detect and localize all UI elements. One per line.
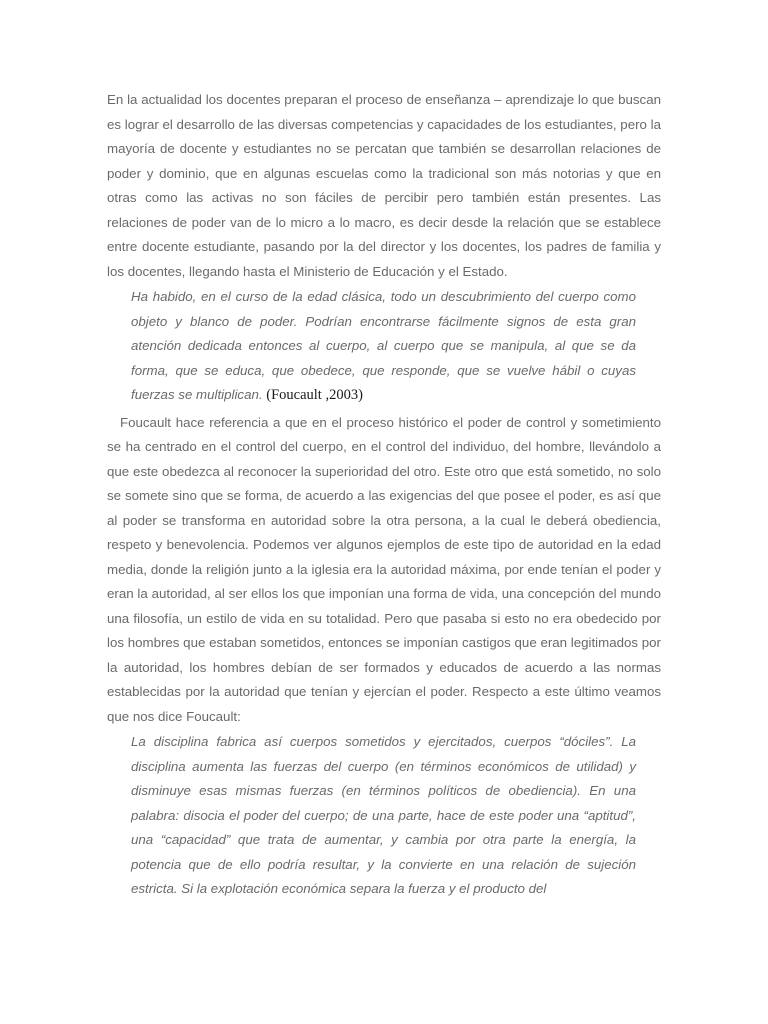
block-quote-2: La disciplina fabrica así cuerpos sometidos y ejercitados, cuerpos “dóciles”. La disciplina aumenta las fuerzas del cuerpo (en términos económicos de utilidad) y disminuye esas mismas fuerzas (en términos políticos de obediencia). En una palabra: disocia el poder del cuerpo; de una parte, hace de este poder una “aptitud”, una “capacidad” que trata de aumentar, y cambia por otra parte la energía, la potencia que de ello podría resultar, y la convierte en una relación de sujeción estricta. Si la explotación económica separa la fuerza y el producto del: [131, 734, 636, 896]
quote-1-text: Ha habido, en el curso de la edad clásica, todo un descubrimiento del cuerpo como objeto y blanco de poder. Podrían encontrarse fácilmente signos de esta gran atención dedicada entonces al cuerpo, al cuerpo que se manipula, al que se da forma, que se educa, que obedece, que responde, que se vuelve hábil o cuyas fuerzas se multiplican.: [131, 289, 636, 402]
document-page: [107, 88, 661, 902]
quote-1-citation: (Foucault ,2003): [266, 387, 363, 403]
body-paragraph-1: En la actualidad los docentes preparan el proceso de enseñanza – aprendizaje lo que buscan es lograr el desarrollo de las diversas competencias y capacidades de los estudiantes, pero la mayoría de docente y estudiantes no se percatan que también se desarrollan relaciones de poder y dominio, que en algunas escuelas como la tradicional son más notorias y que en otras como las activas no son fáciles de percibir pero también están presentes. Las relaciones de poder van de lo micro a lo macro, es decir desde la relación que se establece entre docente estudiante, pasando por la del director y los docentes, los padres de familia y los docentes, llegando hasta el Ministerio de Educación y el Estado.: [107, 92, 661, 279]
body-paragraph-2: Foucault hace referencia a que en el proceso histórico el poder de control y sometimiento se ha centrado en el control del cuerpo, en el control del individuo, del hombre, llevándolo a que este obedezca al reconocer la superioridad del otro. Este otro que está sometido, no solo se somete sino que se forma, de acuerdo a las exigencias del que posee el poder, es así que al poder se transforma en autoridad sobre la otra persona, a la cual le deberá obediencia, respeto y benevolencia. Podemos ver algunos ejemplos de este tipo de autoridad en la edad media, donde la religión junto a la iglesia era la autoridad máxima, por ende tenían el poder y eran la autoridad, al ser ellos los que imponían una forma de vida, una concepción del mundo una filosofía, un estilo de vida en su totalidad. Pero que pasaba si esto no era obedecido por los hombres que estaban sometidos, entonces se imponían castigos que eran legitimados por la autoridad, los hombres debían de ser formados y educados de acuerdo a las normas establecidas por la autoridad que tenían y ejercían el poder. Respecto a este último veamos que nos dice Foucault:: [107, 414, 661, 724]
block-quote-1: [131, 285, 636, 408]
